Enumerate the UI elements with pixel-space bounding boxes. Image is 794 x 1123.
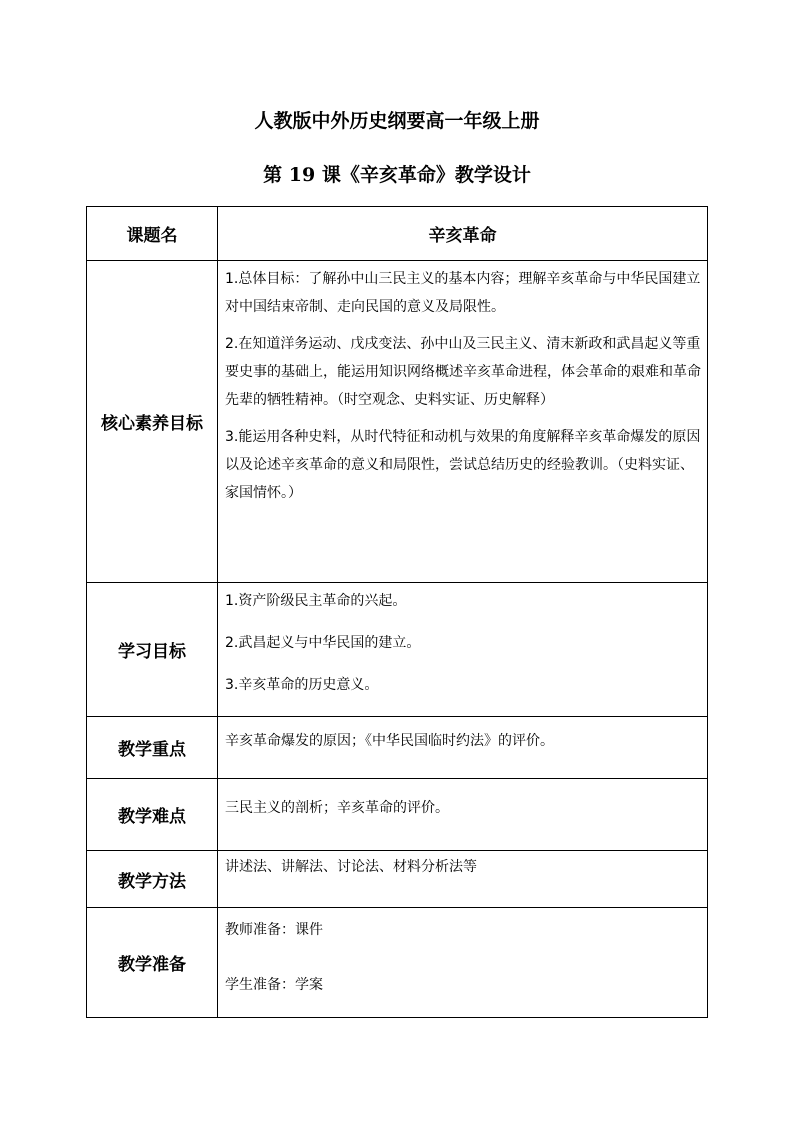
table-row xyxy=(87,207,708,261)
preparation-label: 教学准备 xyxy=(87,908,218,1018)
key-points-content: 辛亥革命爆发的原因；《中华民国临时约法》的评价。 xyxy=(218,717,708,779)
learning-goals-content xyxy=(218,583,708,717)
table-row xyxy=(87,851,708,908)
table-row xyxy=(87,261,708,583)
table-row xyxy=(87,583,708,717)
methods-label: 教学方法 xyxy=(87,851,218,908)
topic-value: 辛亥革命 xyxy=(218,207,708,261)
lesson-plan-table xyxy=(86,206,708,1018)
document-subtitle: 第 19 课《辛亥革命》教学设计 xyxy=(263,164,531,186)
difficulties-label: 教学难点 xyxy=(87,779,218,851)
key-points-label: 教学重点 xyxy=(87,717,218,779)
table-row xyxy=(87,779,708,851)
core-goal-2: 2.在知道洋务运动、戊戌变法、孙中山及三民主义、清末新政和武昌起义等重要史事的基础上，能运用知识网络概述辛亥革命进程，体会革命的艰难和革命先辈的牺牲精神。（时空观念、史料实证、历史解释） xyxy=(225,336,701,408)
core-literacy-label: 核心素养目标 xyxy=(87,261,218,583)
student-preparation: 学生准备：学案 xyxy=(225,977,323,993)
topic-label: 课题名 xyxy=(87,207,218,261)
preparation-content xyxy=(218,908,708,1018)
table-row xyxy=(87,717,708,779)
learning-goal-1: 1.资产阶级民主革命的兴起。 xyxy=(225,593,407,609)
difficulties-content: 三民主义的剖析；辛亥革命的评价。 xyxy=(218,779,708,851)
core-goal-1: 1.总体目标：了解孙中山三民主义的基本内容；理解辛亥革命与中华民国建立对中国结束帝制、走向民国的意义及局限性。 xyxy=(225,271,701,315)
core-literacy-content xyxy=(218,261,708,583)
table-row xyxy=(87,908,708,1018)
learning-goal-3: 3.辛亥革命的历史意义。 xyxy=(225,677,379,693)
learning-goals-label: 学习目标 xyxy=(87,583,218,717)
core-goal-3: 3.能运用各种史料，从时代特征和动机与效果的角度解释辛亥革命爆发的原因以及论述辛亥革命的意义和局限性，尝试总结历史的经验教训。（史料实证、家国情怀。） xyxy=(225,429,701,501)
teacher-preparation: 教师准备：课件 xyxy=(225,922,323,938)
methods-content: 讲述法、讲解法、讨论法、材料分析法等 xyxy=(218,851,708,908)
document-title: 人教版中外历史纲要高一年级上册 xyxy=(254,110,540,132)
learning-goal-2: 2.武昌起义与中华民国的建立。 xyxy=(225,635,421,651)
